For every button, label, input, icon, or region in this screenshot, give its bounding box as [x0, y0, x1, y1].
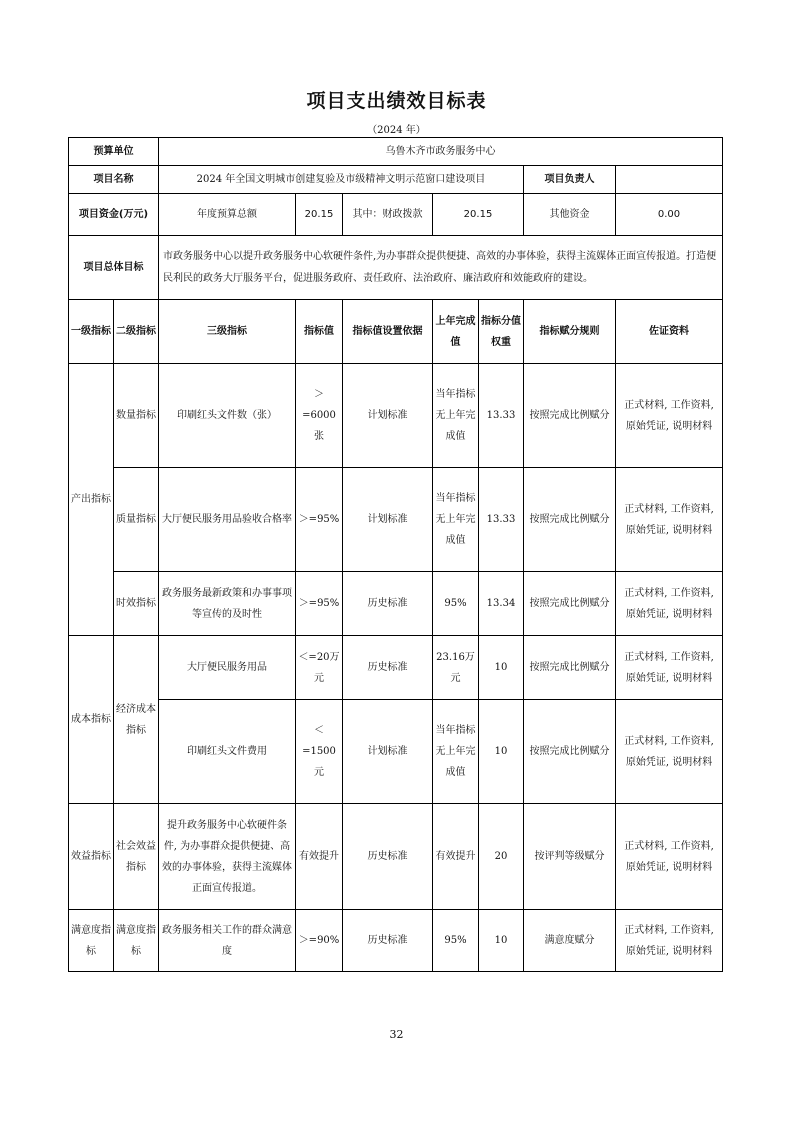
page-number: 32 [389, 1028, 404, 1041]
weight-cell: 10 [479, 700, 524, 804]
indicator-header-row [69, 300, 723, 364]
other-funds-value: 0.00 [616, 194, 723, 236]
page-title: 项目支出绩效目标表 [306, 90, 487, 112]
performance-target-table [68, 137, 723, 972]
subgroup-economic: 经济成本指标 [114, 636, 159, 804]
table-row [69, 804, 723, 910]
last-year-cell: 当年指标无上年完成值 [433, 364, 479, 468]
budget-unit-label: 预算单位 [69, 138, 159, 166]
overall-goal-value: 市政务服务中心以提升政务服务中心软硬件条件,为办事群众提供便捷、高效的办事体验，获得主流媒体正面宣传报道。打造便民利民的政务大厅服务平台，促进服务政府、责任政府、法治政府、廉洁政府和效能政府的建设。 [159, 236, 723, 300]
basis-cell: 计划标准 [343, 700, 433, 804]
table-row [69, 636, 723, 700]
rule-cell: 按照完成比例赋分 [524, 700, 616, 804]
subgroup-satisfaction: 满意度指标 [114, 910, 159, 972]
header-value: 指标值 [296, 300, 343, 364]
rule-cell: 满意度赋分 [524, 910, 616, 972]
rule-cell: 按评判等级赋分 [524, 804, 616, 910]
basis-cell: 计划标准 [343, 364, 433, 468]
rule-cell: 按照完成比例赋分 [524, 636, 616, 700]
overall-goal-row [69, 236, 723, 300]
value-cell: ＞=95% [296, 468, 343, 572]
last-year-cell: 95% [433, 572, 479, 636]
indicator-cell: 印刷红头文件费用 [159, 700, 296, 804]
indicator-cell: 提升政务服务中心软硬件条件, 为办事群众提供便捷、高效的办事体验，获得主流媒体正面宣传报道。 [159, 804, 296, 910]
value-cell: ＜=20万元 [296, 636, 343, 700]
indicator-cell: 大厅便民服务用品 [159, 636, 296, 700]
group-satisfaction: 满意度指标 [69, 910, 114, 972]
evidence-cell: 正式材料, 工作资料, 原始凭证, 说明材料 [616, 364, 723, 468]
last-year-cell: 当年指标无上年完成值 [433, 468, 479, 572]
table-row [69, 700, 723, 804]
header-level3: 三级指标 [159, 300, 296, 364]
value-cell: ＜=1500元 [296, 700, 343, 804]
annual-budget-value: 20.15 [296, 194, 343, 236]
last-year-cell: 当年指标无上年完成值 [433, 700, 479, 804]
value-cell: ＞=95% [296, 572, 343, 636]
project-name-row [69, 166, 723, 194]
subgroup-quantity: 数量指标 [114, 364, 159, 468]
project-leader-value [616, 166, 723, 194]
header-level2: 二级指标 [114, 300, 159, 364]
basis-cell: 历史标准 [343, 910, 433, 972]
annual-budget-label: 年度预算总额 [159, 194, 296, 236]
project-leader-label: 项目负责人 [524, 166, 616, 194]
table-row [69, 572, 723, 636]
header-weight: 指标分值权重 [479, 300, 524, 364]
value-cell: ＞=90% [296, 910, 343, 972]
group-output: 产出指标 [69, 364, 114, 636]
group-benefit: 效益指标 [69, 804, 114, 910]
evidence-cell: 正式材料, 工作资料, 原始凭证, 说明材料 [616, 468, 723, 572]
weight-cell: 13.34 [479, 572, 524, 636]
last-year-cell: 95% [433, 910, 479, 972]
subgroup-timeliness: 时效指标 [114, 572, 159, 636]
budget-unit-row [69, 138, 723, 166]
project-funds-row [69, 194, 723, 236]
year-subtitle: （2024 年） [367, 125, 426, 136]
fiscal-alloc-value: 20.15 [433, 194, 524, 236]
basis-cell: 历史标准 [343, 572, 433, 636]
last-year-cell: 有效提升 [433, 804, 479, 910]
header-last-year: 上年完成值 [433, 300, 479, 364]
basis-cell: 历史标准 [343, 636, 433, 700]
weight-cell: 10 [479, 910, 524, 972]
evidence-cell: 正式材料, 工作资料, 原始凭证, 说明材料 [616, 572, 723, 636]
table-row [69, 364, 723, 468]
subgroup-social: 社会效益指标 [114, 804, 159, 910]
table-row [69, 910, 723, 972]
basis-cell: 计划标准 [343, 468, 433, 572]
overall-goal-label: 项目总体目标 [69, 236, 159, 300]
weight-cell: 13.33 [479, 468, 524, 572]
header-level1: 一级指标 [69, 300, 114, 364]
budget-unit-value: 乌鲁木齐市政务服务中心 [159, 138, 723, 166]
basis-cell: 历史标准 [343, 804, 433, 910]
header-rule: 指标赋分规则 [524, 300, 616, 364]
header-evidence: 佐证资料 [616, 300, 723, 364]
fiscal-alloc-label: 其中：财政拨款 [343, 194, 433, 236]
rule-cell: 按照完成比例赋分 [524, 572, 616, 636]
project-name-label: 项目名称 [69, 166, 159, 194]
indicator-cell: 印刷红头文件数（张） [159, 364, 296, 468]
rule-cell: 按照完成比例赋分 [524, 468, 616, 572]
project-name-value: 2024 年全国文明城市创建复验及市级精神文明示范窗口建设项目 [159, 166, 524, 194]
group-cost: 成本指标 [69, 636, 114, 804]
indicator-cell: 大厅便民服务用品验收合格率 [159, 468, 296, 572]
other-funds-label: 其他资金 [524, 194, 616, 236]
evidence-cell: 正式材料, 工作资料, 原始凭证, 说明材料 [616, 910, 723, 972]
last-year-cell: 23.16万元 [433, 636, 479, 700]
value-cell: 有效提升 [296, 804, 343, 910]
project-funds-label: 项目资金(万元) [69, 194, 159, 236]
evidence-cell: 正式材料, 工作资料, 原始凭证, 说明材料 [616, 804, 723, 910]
evidence-cell: 正式材料, 工作资料, 原始凭证, 说明材料 [616, 636, 723, 700]
weight-cell: 10 [479, 636, 524, 700]
indicator-cell: 政务服务最新政策和办事事项等宣传的及时性 [159, 572, 296, 636]
evidence-cell: 正式材料, 工作资料, 原始凭证, 说明材料 [616, 700, 723, 804]
table-row [69, 468, 723, 572]
weight-cell: 13.33 [479, 364, 524, 468]
subgroup-quality: 质量指标 [114, 468, 159, 572]
header-basis: 指标值设置依据 [343, 300, 433, 364]
rule-cell: 按照完成比例赋分 [524, 364, 616, 468]
value-cell: ＞=6000张 [296, 364, 343, 468]
weight-cell: 20 [479, 804, 524, 910]
indicator-cell: 政务服务相关工作的群众满意度 [159, 910, 296, 972]
